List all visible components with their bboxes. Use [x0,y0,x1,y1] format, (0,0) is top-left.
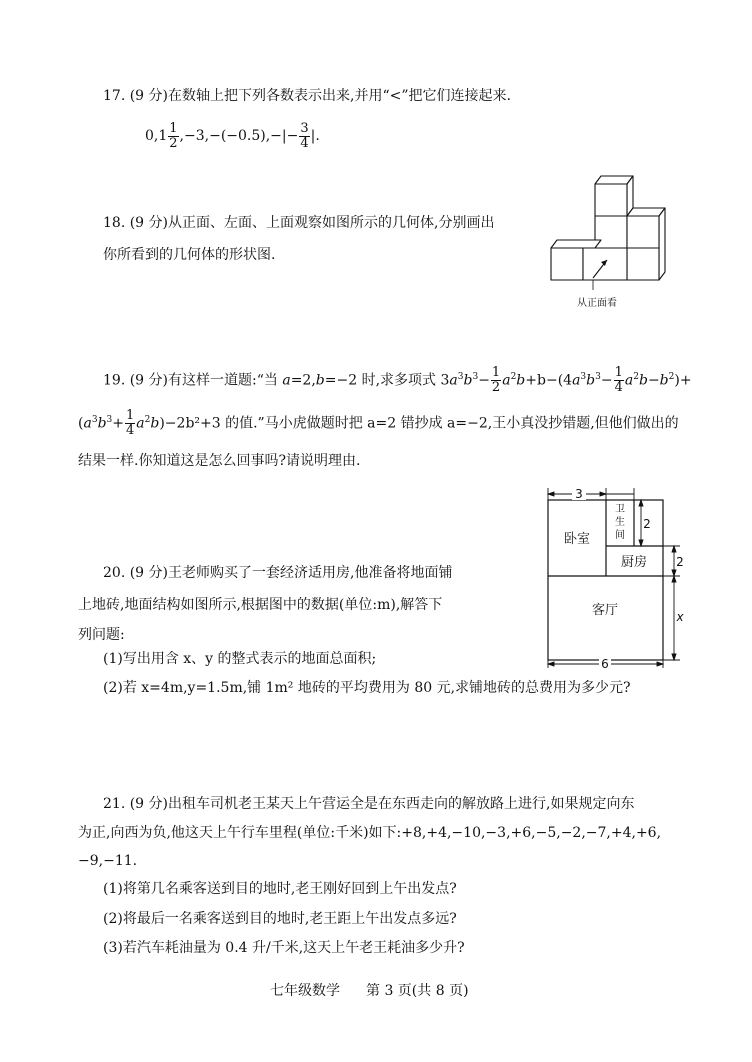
q21-sub-3: (3)若汽车耗油量为 0.4 升/千米,这天上午老王耗油多少升? [103,940,465,956]
q17-text-a: 0,1 [145,128,168,144]
q20-line-2: 上地砖,地面结构如图所示,根据图中的数据(单位:m),解答下 [78,597,443,613]
q18-line-1: 18. (9 分)从正面、左面、上面观察如图所示的几何体,分别画出 [103,215,495,231]
q17-fraction-one-half: $\frac{1}{2}$ [169,120,178,151]
q21-sub-1: (1)将第几名乘客送到目的地时,老王刚好回到上午出发点? [103,881,457,897]
q17-text-b: ,−3,−(−0.5),−|− [179,128,299,144]
q20-floor-plan [538,484,688,668]
q21-sub-2: (2)将最后一名乘客送到目的地时,老王距上午出发点多远? [103,911,457,927]
footer [270,982,469,1000]
q19-line-3: 结果一样.你知道这是怎么回事吗?请说明理由. [78,453,361,469]
label-bedroom: 卧室 [563,532,591,547]
dim-bottom-6: 6 [601,657,609,668]
dim-bath-2: 2 [643,517,651,531]
label-living-room: 客厅 [591,603,619,618]
q21-line-3: −9,−11. [78,853,138,869]
label-bath-2: 生 [615,517,625,528]
q17-text-c: |. [310,128,320,144]
q19-line-2: ($a^3b^3+$ $\frac{1}{4}$ $a^2b)-2b^2+3$ 的值.”马小虎做题时把 a=2 错抄成 a=−2,王小真没抄错题,但他们做出的 [78,408,679,439]
label-bath-3: 间 [615,530,625,541]
q19-line-1: 19. (9 分)有这样一道题:“当 a=2,b=−2 时,求多项式 $3a^3b^3-$ $\frac{1}{2}$ $a^2b+b-(4a^3b^3-$ $\frac{1}{4}$ $a^2b-b^2)+$ [103,365,692,396]
q19-fraction-one-half: $\frac{1}{2}$ [491,365,501,396]
dim-top-3: 3 [575,487,583,501]
q20-line-1: 20. (9 分)王老师购买了一套经济适用房,他准备将地面铺 [103,565,453,581]
q20-sub-2: (2)若 x=4m,y=1.5m,铺 1m² 地砖的平均费用为 80 元,求铺地砖的总费用为多少元? [103,680,631,696]
q18-line-2: 你所看到的几何体的形状图. [103,247,276,263]
dim-kitchen-2: 2 [676,555,684,569]
q20-sub-1: (1)写出用含 x、y 的整式表示的地面总面积; [103,651,377,667]
q21-line-2: 为正,向西为负,他这天上午行车里程(单位:千米)如下:+8,+4,−10,−3,+6,−5,−2,−7,+4,+6, [78,825,662,841]
q18-caption: 从正面看 [577,298,617,309]
footer-page-number: 第 3 页(共 8 页) [366,983,469,999]
q17-heading: 17. (9 分)在数轴上把下列各数表示出来,并用“<”把它们连接起来. [103,88,511,104]
label-kitchen: 厨房 [620,555,648,570]
q18-cube-figure [545,168,675,313]
label-bath-1: 卫 [615,504,625,515]
q17-numbers [145,119,320,153]
q17-fraction-three-quarters: $\frac{3}{4}$ [300,120,309,151]
q21-line-1: 21. (9 分)出租车司机老王某天上午营运全是在东西走向的解放路上进行,如果规定向东 [103,796,635,812]
footer-subject: 七年级数学 [270,983,340,999]
q20-line-3: 列问题: [78,627,125,643]
dim-x: x [676,610,684,624]
